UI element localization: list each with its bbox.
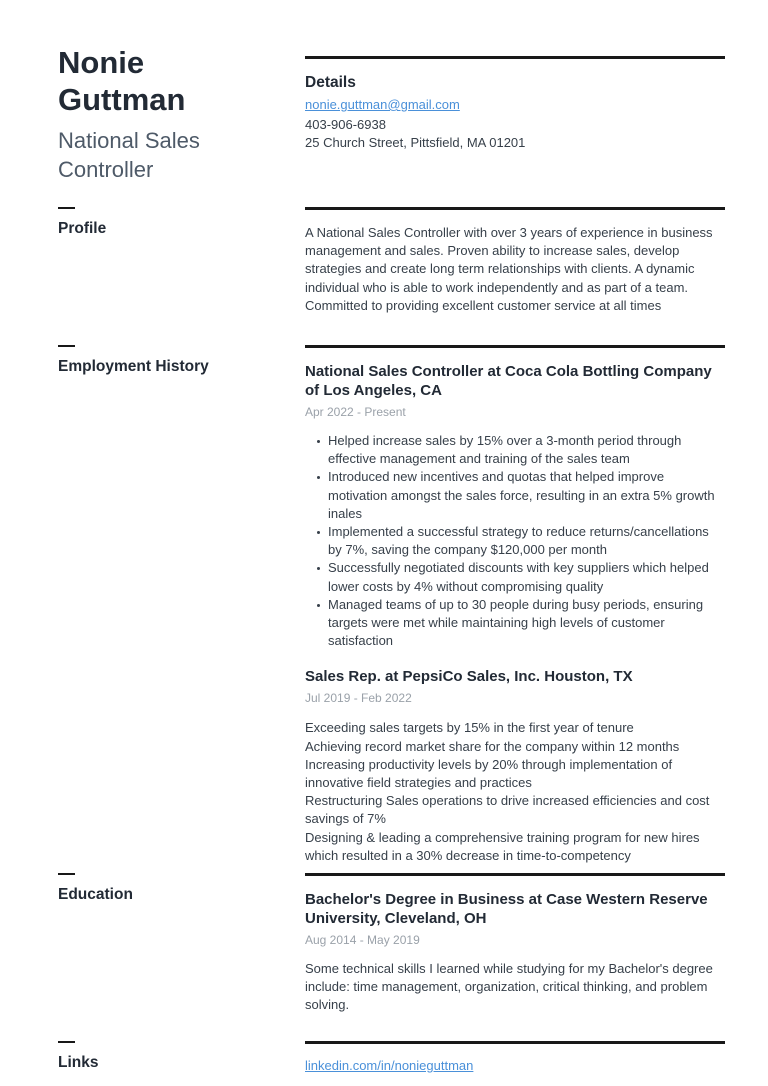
job-description-line: Increasing productivity levels by 20% through implementation of innovative field strategies and practices xyxy=(305,756,673,791)
name-block xyxy=(58,44,288,184)
email-link[interactable]: nonie.guttman@gmail.com xyxy=(305,97,460,112)
job-description-line: Exceeding sales targets by 15% in the first year of tenure xyxy=(305,720,634,736)
employment-dash xyxy=(58,345,75,347)
details-heading: Details xyxy=(305,74,356,91)
degree-title: Bachelor's Degree in Business at Case Western Reserve University, Cleveland, OH xyxy=(305,891,708,927)
job-entry xyxy=(305,362,725,650)
address: 25 Church Street, Pittsfield, MA 01201 xyxy=(305,135,526,150)
job-bullet-list xyxy=(305,432,725,650)
links-rule xyxy=(305,1041,725,1044)
job-bullet: Successfully negotiated discounts with key suppliers which helped lower costs by 4% without compromising quality xyxy=(305,559,725,595)
education-rule xyxy=(305,873,725,876)
job-description xyxy=(305,719,725,865)
profile-rule xyxy=(305,207,725,210)
profile-section xyxy=(305,207,725,315)
education-dates: Aug 2014 - May 2019 xyxy=(305,933,420,947)
job-bullet: Managed teams of up to 30 people during busy periods, ensuring targets were met while maintaining high levels of customer satisfaction xyxy=(305,596,725,651)
education-dash xyxy=(58,873,75,875)
links-section xyxy=(305,1041,725,1075)
job-bullet: Introduced new incentives and quotas that helped improve motivation amongst the sales force, resulting in an extra 5% growth inales xyxy=(305,468,725,523)
job-description-line: Restructuring Sales operations to drive increased efficiencies and cost savings of 7% xyxy=(305,793,710,827)
employment-heading-block xyxy=(58,345,288,377)
profile-heading: Profile xyxy=(58,220,107,237)
job-dates: Jul 2019 - Feb 2022 xyxy=(305,691,412,706)
linkedin-link[interactable]: linkedin.com/in/nonieguttman xyxy=(305,1058,474,1073)
links-dash xyxy=(58,1041,75,1043)
job-entry xyxy=(305,667,725,865)
profile-text: A National Sales Controller with over 3 years of experience in business management and sales. Proven ability to increase sales, develop strategies and create long term relationships with clients. A dynamic individual who is able to work independently and as part of a team. Committed to providing excellent customer service at all times xyxy=(305,225,713,313)
job-bullet: Helped increase sales by 15% over a 3-month period through effective management and training of the sales team xyxy=(305,432,725,468)
education-text: Some technical skills I learned while studying for my Bachelor's degree include: time management, organization, critical thinking, and problem solving. xyxy=(305,961,713,1013)
job-title: National Sales Controller at Coca Cola Bottling Company of Los Angeles, CA xyxy=(305,363,712,399)
person-name: Nonie Guttman xyxy=(58,45,186,117)
person-job-title: National Sales Controller xyxy=(58,128,200,182)
job-title: Sales Rep. at PepsiCo Sales, Inc. Houston, TX xyxy=(305,668,633,686)
employment-rule xyxy=(305,345,725,348)
links-heading-block xyxy=(58,1041,288,1073)
education-heading: Education xyxy=(58,886,133,903)
job-dates: Apr 2022 - Present xyxy=(305,405,406,419)
profile-dash xyxy=(58,207,75,209)
education-section xyxy=(305,873,725,1015)
employment-section xyxy=(305,345,725,865)
education-heading-block xyxy=(58,873,288,905)
phone-number: 403-906-6938 xyxy=(305,117,386,132)
employment-heading: Employment History xyxy=(58,358,209,375)
job-bullet: Implemented a successful strategy to reduce returns/cancellations by 7%, saving the company $120,000 per month xyxy=(305,523,725,559)
profile-heading-block xyxy=(58,207,288,239)
details-section xyxy=(305,56,725,152)
links-heading: Links xyxy=(58,1054,99,1071)
job-description-line: Achieving record market share for the company within 12 months xyxy=(305,738,680,754)
job-description-line: Designing & leading a comprehensive training program for new hires which resulted in a 30% decrease in time-to-competency xyxy=(305,829,700,863)
details-rule xyxy=(305,56,725,59)
